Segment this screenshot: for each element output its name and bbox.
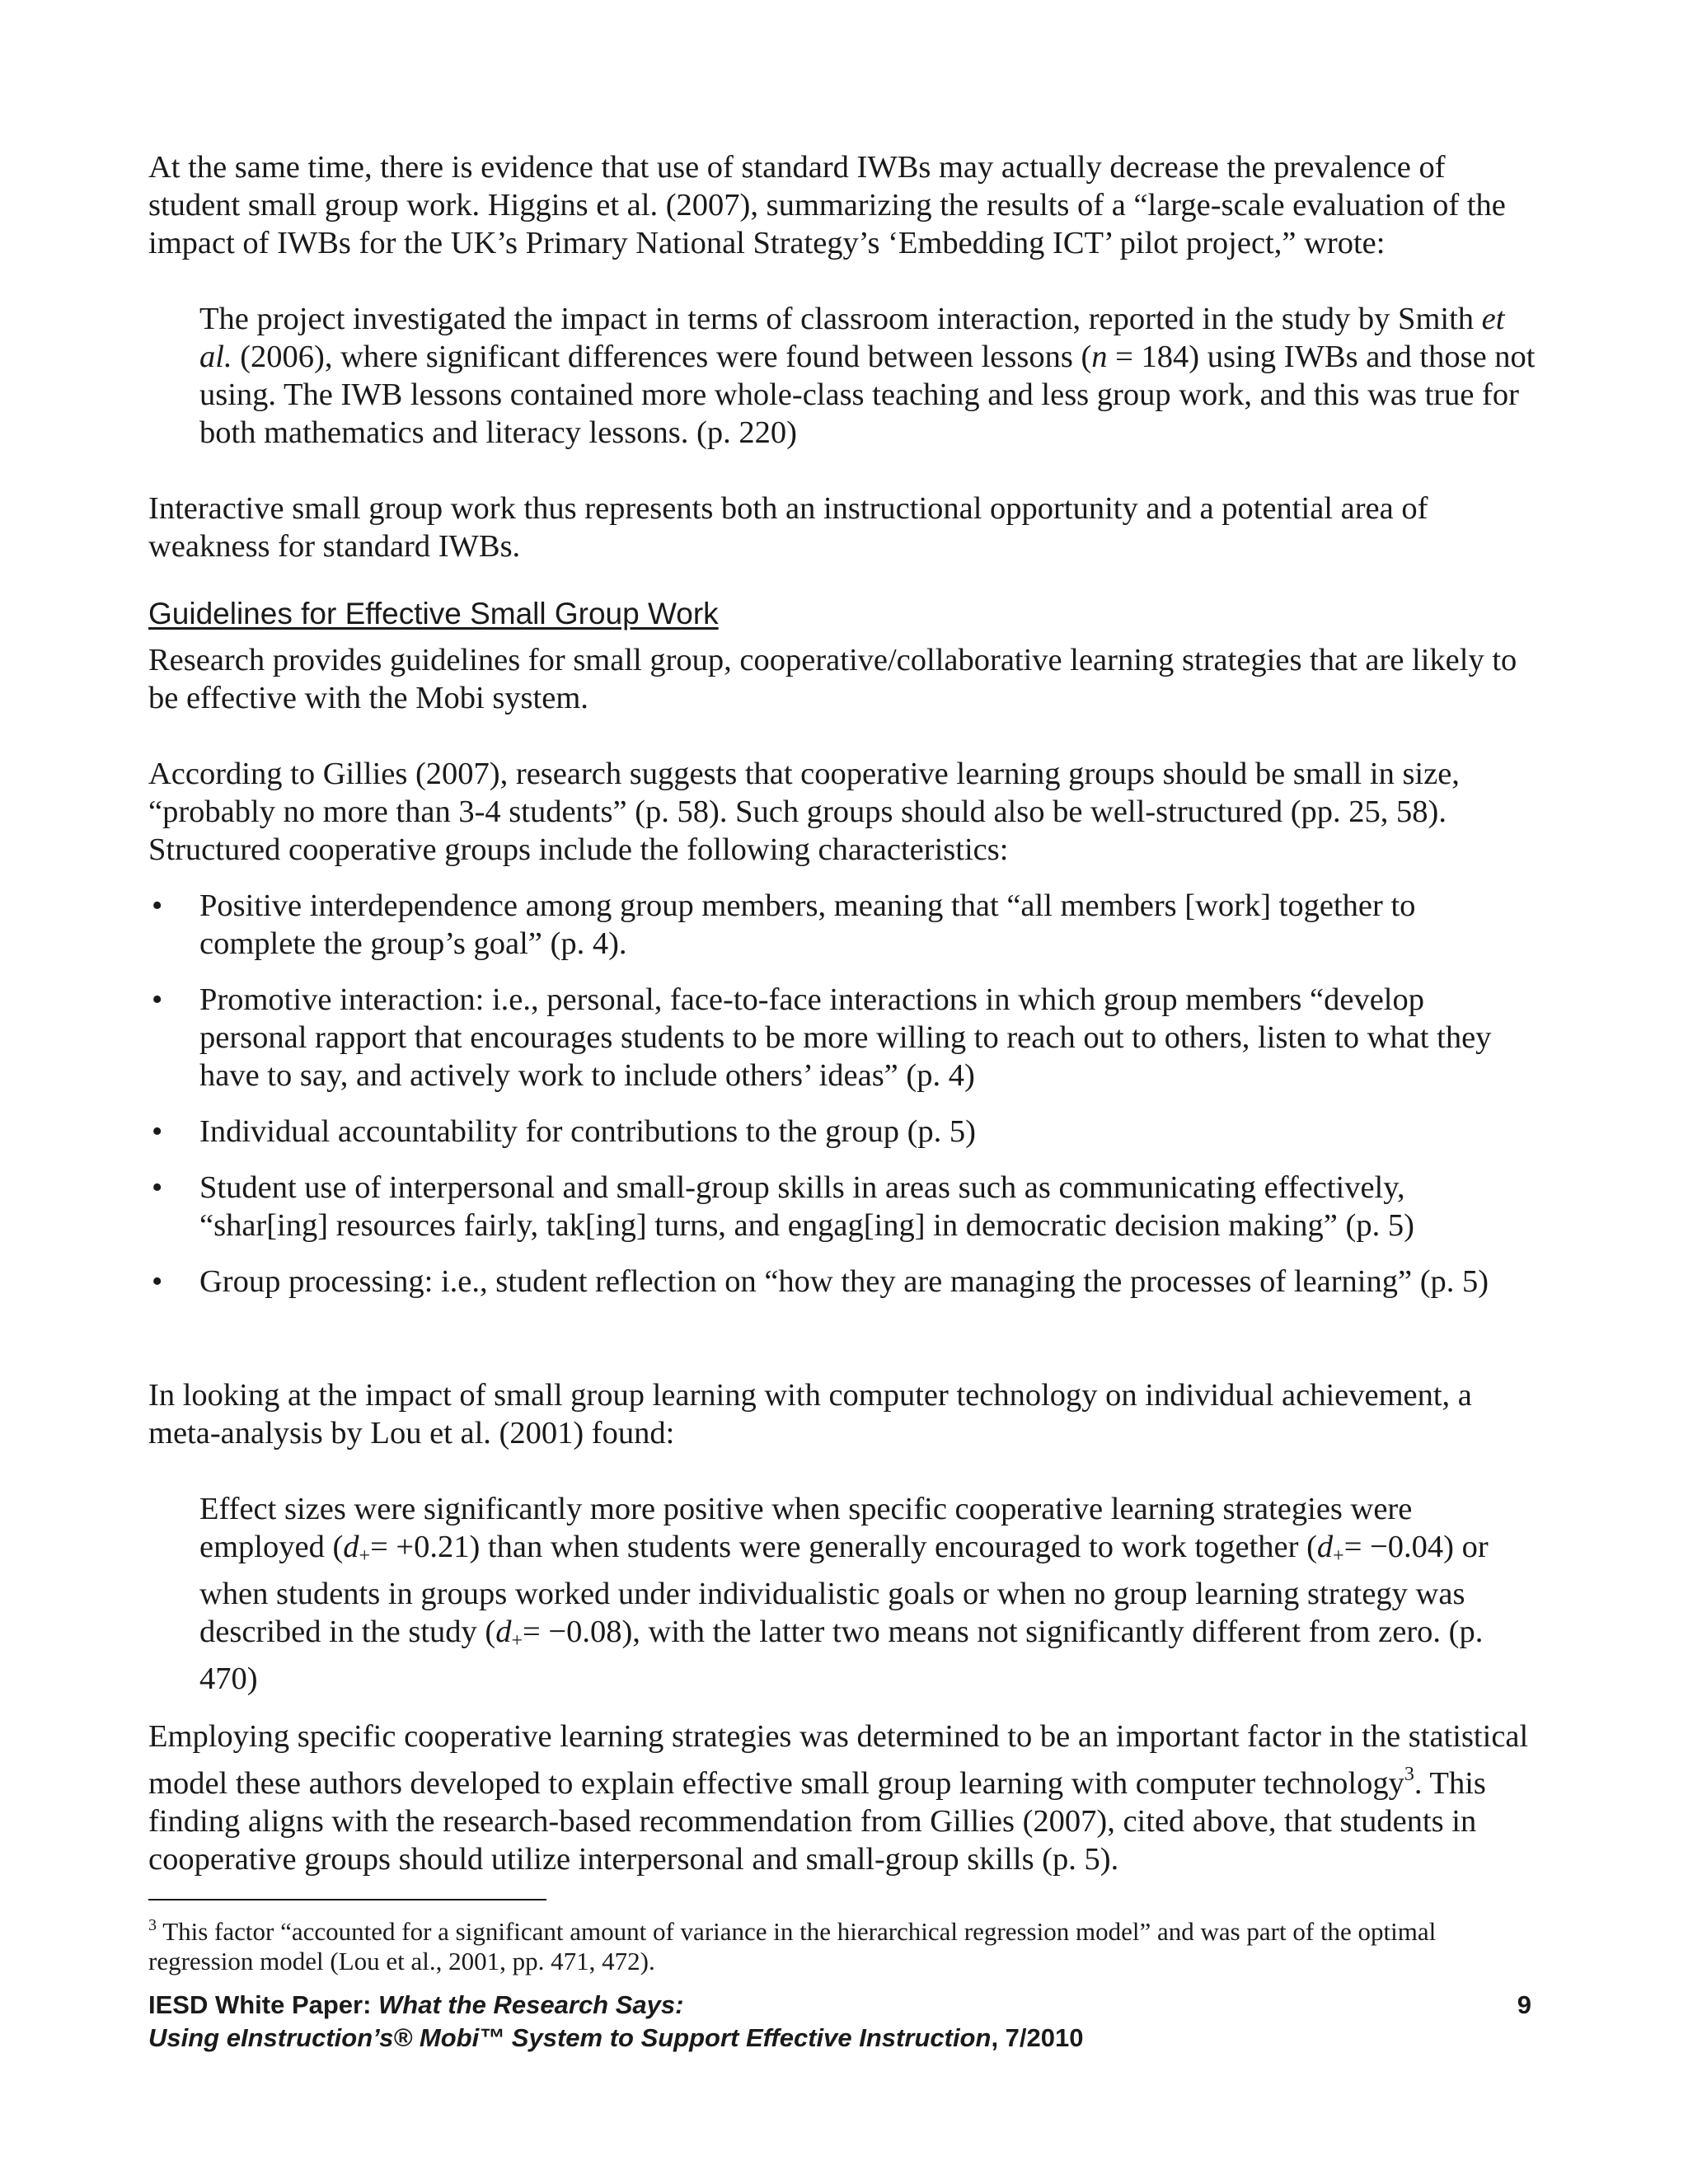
footer-line-1 — [148, 1989, 1533, 2022]
quote-d-subscript: + — [511, 1630, 523, 1652]
quote-n: n — [1091, 340, 1108, 374]
footnote-divider — [148, 1899, 546, 1900]
quote-text: The project investigated the impact in terms of classroom interaction, reported in the study by Smith — [199, 302, 1482, 336]
quote-text: Effect sizes were significantly more positive when specific cooperative learning strategies were employed ( — [199, 1492, 1413, 1564]
quote-text: = −0.04) or when students in groups worked under individualistic goals or when no group learning strategy was described in the study ( — [199, 1530, 1489, 1649]
bullet-icon: • — [152, 1114, 163, 1149]
list-item-text: Student use of interpersonal and small-group skills in areas such as communicating effectively, “shar[ing] resources fairly, tak[ing] turns, and engag[ing] in democratic decision making” (p. 5) — [199, 1170, 1414, 1243]
quote-d-subscript: + — [1333, 1545, 1344, 1567]
quote-text: = +0.21) than when students were generally encouraged to work together ( — [370, 1530, 1317, 1564]
list-item-text: Group processing: i.e., student reflection on “how they are managing the processes of learning” (p. 5) — [199, 1264, 1489, 1299]
footer-date: , 7/2010 — [991, 2023, 1084, 2052]
quote-d: d — [1316, 1530, 1334, 1564]
footnote-reference[interactable]: 3 — [1404, 1764, 1414, 1785]
quote-d: d — [495, 1615, 512, 1649]
paragraph-text: . This finding aligns with the research-based recommendation from Gillies (2007), cited above, that students in cooperative groups should utilize interpersonal and small-group skills (p. 5). — [148, 1766, 1486, 1877]
bullet-icon: • — [152, 888, 163, 923]
bullet-icon: • — [152, 982, 163, 1017]
bullet-icon: • — [152, 1264, 163, 1299]
quote-etal: et al. — [199, 302, 1505, 374]
list-item-text: Promotive interaction: i.e., personal, face-to-face interactions in which group members “develop personal rapport that encourages students to be more willing to reach out to others, listen to what they have to say, and actively work to include others’ ideas” (p. 4) — [199, 982, 1492, 1093]
footer-subtitle: Using eInstruction’s® Mobi™ System to Support Effective Instruction — [148, 2023, 992, 2052]
footer-title: What the Research Says: — [378, 1990, 684, 2019]
paragraph-intro: At the same time, there is evidence that use of standard IWBs may actually decrease the prevalence of student small group work. Higgins et al. (2007), summarizing the results of a “large-scale evaluation of the impact of IWBs for the UK’s Primary National Strategy’s ‘Embedding ICT’ pilot project,” wrote: — [148, 150, 1506, 260]
footnote — [148, 1910, 1533, 1976]
quote-d-subscript: + — [359, 1545, 371, 1567]
quote-d: d — [343, 1530, 359, 1564]
footer-line-2 — [148, 2022, 1533, 2055]
block-quote-higgins — [199, 300, 1539, 452]
paragraph-text: Employing specific cooperative learning strategies was determined to be an important factor in the statistical model these authors developed to explain effective small group learning with computer technology — [148, 1719, 1529, 1801]
quote-text: = 184) using IWBs and those not using. The IWB lessons contained more whole-class teaching and less group work, and this was true for both mathematics and literacy lessons. (p. 220) — [199, 340, 1536, 450]
quote-text: (2006), where significant differences were found between lessons ( — [232, 340, 1092, 374]
list-item-text: Individual accountability for contributions to the group (p. 5) — [199, 1114, 976, 1149]
page-footer — [148, 1989, 1533, 2055]
footnote-text: This factor “accounted for a significant amount of variance in the hierarchical regression model” and was part of the optimal regression model (Lou et al., 2001, pp. 471, 472). — [148, 1917, 1437, 1975]
list-item-text: Positive interdependence among group members, meaning that “all members [work] together to complete the group’s goal” (p. 4). — [199, 888, 1416, 961]
footer-label: IESD White Paper: — [148, 1990, 379, 2019]
paragraph-research: Research provides guidelines for small group, cooperative/collaborative learning strategies that are likely to be effective with the Mobi system. — [148, 643, 1517, 715]
footnote-number: 3 — [148, 1916, 157, 1934]
paragraph-employing — [148, 1718, 1533, 1878]
bullet-icon: • — [152, 1170, 163, 1205]
section-heading: Guidelines for Effective Small Group Work — [148, 597, 719, 630]
paragraph-lou: In looking at the impact of small group learning with computer technology on individual achievement, a meta-analysis by Lou et al. (2001) found: — [148, 1378, 1472, 1451]
paragraph-gillies: According to Gillies (2007), research suggests that cooperative learning groups should be small in size, “probably no more than 3-4 students” (p. 58). Such groups should also be well-structured (pp. 25, 58). Structured cooperative groups include the following characteristics: — [148, 757, 1460, 867]
paragraph-interactive: Interactive small group work thus represents both an instructional opportunity and a potential area of weakness for standard IWBs. — [148, 491, 1428, 564]
page-number: 9 — [1517, 1990, 1531, 2019]
block-quote-lou — [199, 1490, 1539, 1698]
quote-text: = −0.08), with the latter two means not significantly different from zero. (p. 470) — [199, 1615, 1484, 1696]
